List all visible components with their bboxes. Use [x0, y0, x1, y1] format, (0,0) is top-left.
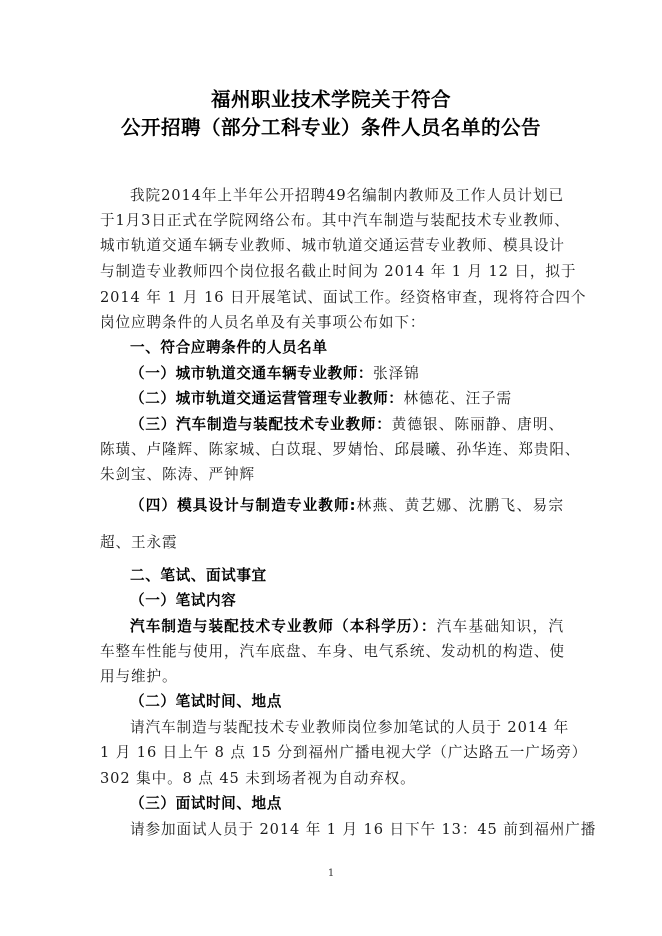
group-names-cont: 超、王永霞: [100, 534, 178, 551]
content-line: 302 集中。8 点 45 未到场者视为自动弃权。: [100, 770, 416, 787]
intro-line: 岗位应聘条件的人员名单及有关事项公布如下：: [100, 314, 426, 331]
group-names-cont: 陈璜、卢隆辉、陈家城、白苡琨、罗婧怡、邱晨曦、孙华连、郑贵阳、: [100, 441, 581, 458]
group-names: 黄德银、陈丽静、唐明、: [391, 416, 565, 433]
written-exam-time-heading: （二）笔试时间、地点: [130, 693, 282, 710]
group-names: 张泽锦: [373, 365, 420, 382]
group-names: 林燕、黄艺娜、沈鹏飞、易宗: [356, 497, 564, 514]
intro-line: 于1月3日正式在学院网络公布。其中汽车制造与装配技术专业教师、: [100, 212, 570, 229]
content-line: 请参加面试人员于 2014 年 1 月 16 日下午 13：45 前到福州广播: [130, 821, 597, 838]
content-line: 用与维护。: [100, 668, 178, 685]
content-line: 请汽车制造与装配技术专业教师岗位参加笔试的人员于 2014 年: [130, 719, 570, 736]
position-label: 汽车制造与装配技术专业教师（本科学历）：: [130, 618, 437, 635]
content-line: 1 月 16 日上午 8 点 15 分到福州广播电视大学（广达路五一广场旁）: [100, 744, 588, 761]
group-label: （三）汽车制造与装配技术专业教师：: [130, 416, 392, 433]
intro-line: 我院2014年上半年公开招聘49名编制内教师及工作人员计划已: [130, 187, 564, 204]
section2-heading: 二、笔试、面试事宜: [130, 567, 267, 584]
content-text: 汽车基础知识，汽: [436, 618, 565, 635]
written-exam-content: [130, 617, 564, 637]
interview-time-heading: （三）面试时间、地点: [130, 795, 282, 812]
candidate-group-1: [130, 364, 594, 384]
written-exam-content-heading: （一）笔试内容: [130, 592, 237, 609]
candidate-group-2: [130, 389, 594, 409]
group-names: 林德花、汪子需: [403, 390, 512, 407]
group-label: （一）城市轨道交通车辆专业教师：: [130, 365, 374, 382]
intro-line: 2014 年 1 月 16 日开展笔试、面试工作。经资格审查，现将符合四个: [100, 289, 587, 306]
group-label: （四）模具设计与制造专业教师:: [130, 497, 357, 514]
group-label: （二）城市轨道交通运营管理专业教师：: [130, 390, 404, 407]
title-line-1: 福州职业技术学院关于符合: [210, 88, 451, 111]
content-line: 车整车性能与使用，汽车底盘、车身、电气系统、发动机的构造、使: [100, 643, 565, 660]
page-number: 1: [327, 868, 335, 879]
intro-line: 与制造专业教师四个岗位报名截止时间为 2014 年 1 月 12 日，拟于: [100, 263, 577, 280]
candidate-group-4: [130, 496, 564, 516]
section1-heading: 一、符合应聘条件的人员名单: [130, 339, 328, 356]
group-names-cont: 朱剑宝、陈涛、严钟辉: [100, 466, 255, 483]
candidate-group-3: [130, 415, 564, 435]
title-line-2: 公开招聘（部分工科专业）条件人员名单的公告: [120, 116, 541, 139]
intro-line: 城市轨道交通车辆专业教师、城市轨道交通运营专业教师、模具设计: [100, 237, 565, 254]
